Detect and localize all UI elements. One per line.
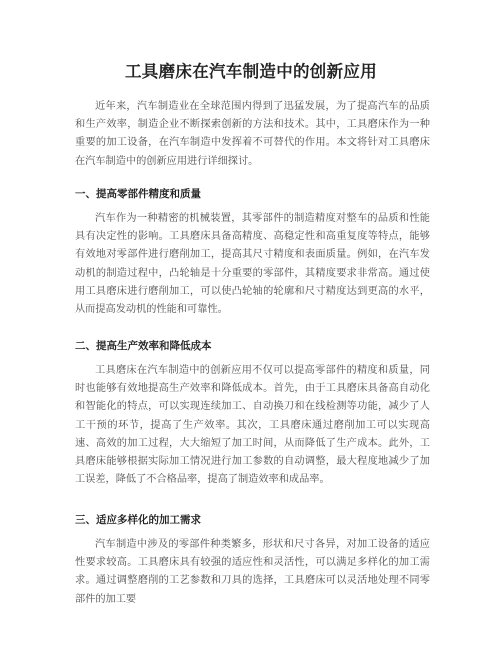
section-2-heading: 二、提高生产效率和降低成本 [75,340,212,352]
section-1-heading: 一、提高零部件精度和质量 [75,188,201,200]
section-3-body: 汽车制造中涉及的零部件种类繁多，形状和尺寸各异，对加工设备的适应性要求较高。工具磨床具有较强的适应性和灵活性，可以满足多样化的加工需求。通过调整磨削的工艺参数和刀具的选择，工具磨床可以灵活地处理不同零部件的加工要 [75,539,430,605]
section-2-body: 工具磨床在汽车制造中的创新应用不仅可以提高零部件的精度和质量，同时也能够有效地提高生产效率和降低成本。首先，由于工具磨床具备高自动化和智能化的特点，可以实现连续加工、自动换刀和在线检测等功能，减少了人工干预的环节，提高了生产效率。其次，工具磨床通过磨削加工可以实现高速、高效的加工过程，大大缩短了加工时间，从而降低了生产成本。此外，工具磨床能够根据实际加工情况进行加工参数的自动调整，最大程度地减少了加工误差，降低了不合格品率，提高了制造效率和成品率。 [75,365,430,486]
section-1-body: 汽车作为一种精密的机械装置，其零部件的制造精度对整车的品质和性能具有决定性的影响。工具磨床具备高精度、高稳定性和高重复度等特点，能够有效地对零部件进行磨削加工，提高其尺寸精度和表面质量。例如，在汽车发动机的制造过程中，凸轮轴是十分重要的零部件，其精度要求非常高。通过使用工具磨床进行磨削加工，可以使凸轮轴的轮廓和尺寸精度达到更高的水平，从而提高发动机的性能和可靠性。 [75,213,430,316]
document-title: 工具磨床在汽车制造中的创新应用 [125,62,377,81]
intro-paragraph: 近年来，汽车制造业在全球范围内得到了迅猛发展，为了提高汽车的品质和生产效率，制造企业不断探索创新的方法和技术。其中，工具磨床作为一种重要的加工设备，在汽车制造中发挥着不可替代的作用。本文将针对工具磨床在汽车制造中的创新应用进行详细探讨。 [75,101,430,167]
section-3-heading: 三、适应多样化的加工需求 [75,514,201,526]
